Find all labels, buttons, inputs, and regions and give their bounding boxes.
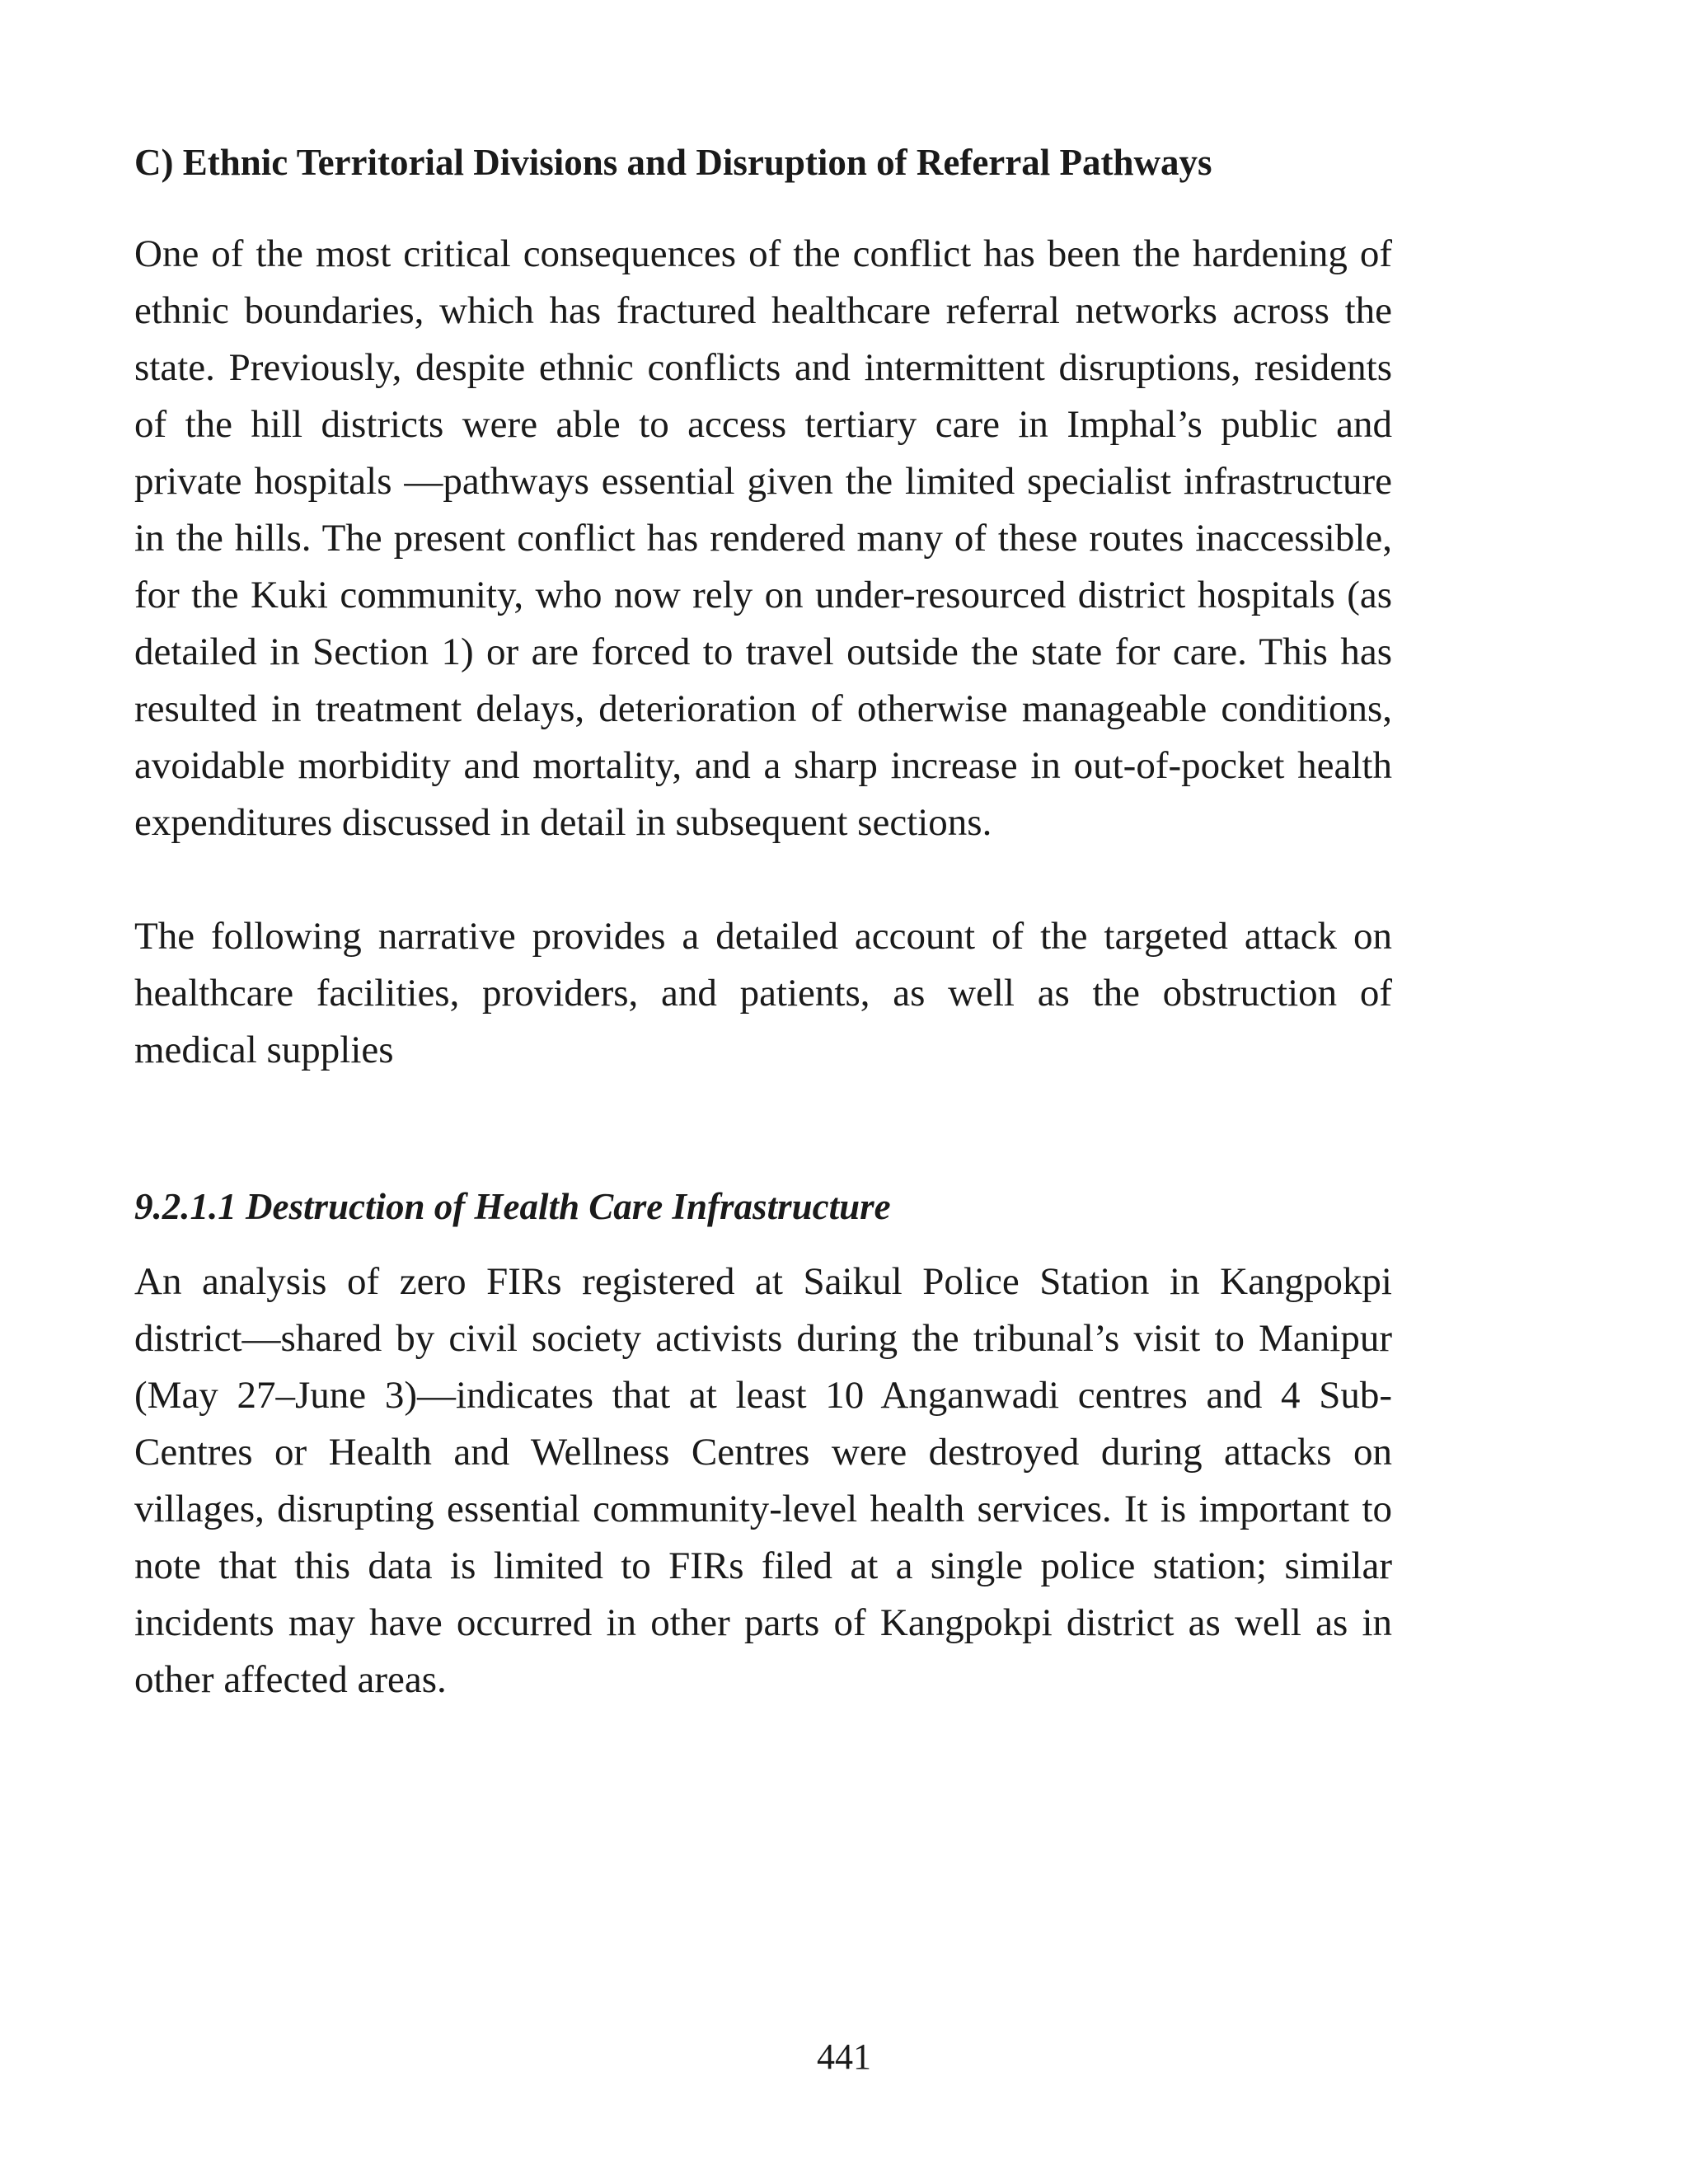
page-content (134, 140, 1392, 1708)
section-paragraph-2: The following narrative provides a detailed account of the targeted attack on healthcare facilities, providers, and patients, as well as the obstruction of medical supplies (134, 915, 1392, 1071)
subsection-paragraph-1: An analysis of zero FIRs registered at Saikul Police Station in Kangpokpi district—shared by civil society activists during the tribunal’s visit to Manipur (May 27–June 3)—indicates that at least 10 Anganwadi centres and 4 Sub-Centres or Health and Wellness Centres were destroyed during attacks on villages, disrupting essential community-level health services. It is important to note that this data is limited to FIRs filed at a single police station; similar incidents may have occurred in other parts of Kangpokpi district as well as in other affected areas. (134, 1260, 1392, 1701)
section-paragraph-1: One of the most critical consequences of the conflict has been the hardening of ethnic boundaries, which has fractured healthcare referral networks across the state. Previously, despite ethnic conflicts and intermittent disruptions, residents of the hill districts were able to access tertiary care in Imphal’s public and private hospitals —pathways essential given the limited specialist infrastructure in the hills. The present conflict has rendered many of these routes inaccessible, for the Kuki community, who now rely on under-resourced district hospitals (as detailed in Section 1) or are forced to travel outside the state for care. This has resulted in treatment delays, deterioration of otherwise manageable conditions, avoidable morbidity and mortality, and a sharp increase in out-of-pocket health expenditures discussed in detail in subsequent sections. (134, 232, 1392, 844)
section-heading: C) Ethnic Territorial Divisions and Disruption of Referral Pathways (134, 142, 1212, 183)
page-number: 441 (817, 2036, 871, 2077)
subsection-heading: 9.2.1.1 Destruction of Health Care Infrastructure (134, 1186, 891, 1227)
